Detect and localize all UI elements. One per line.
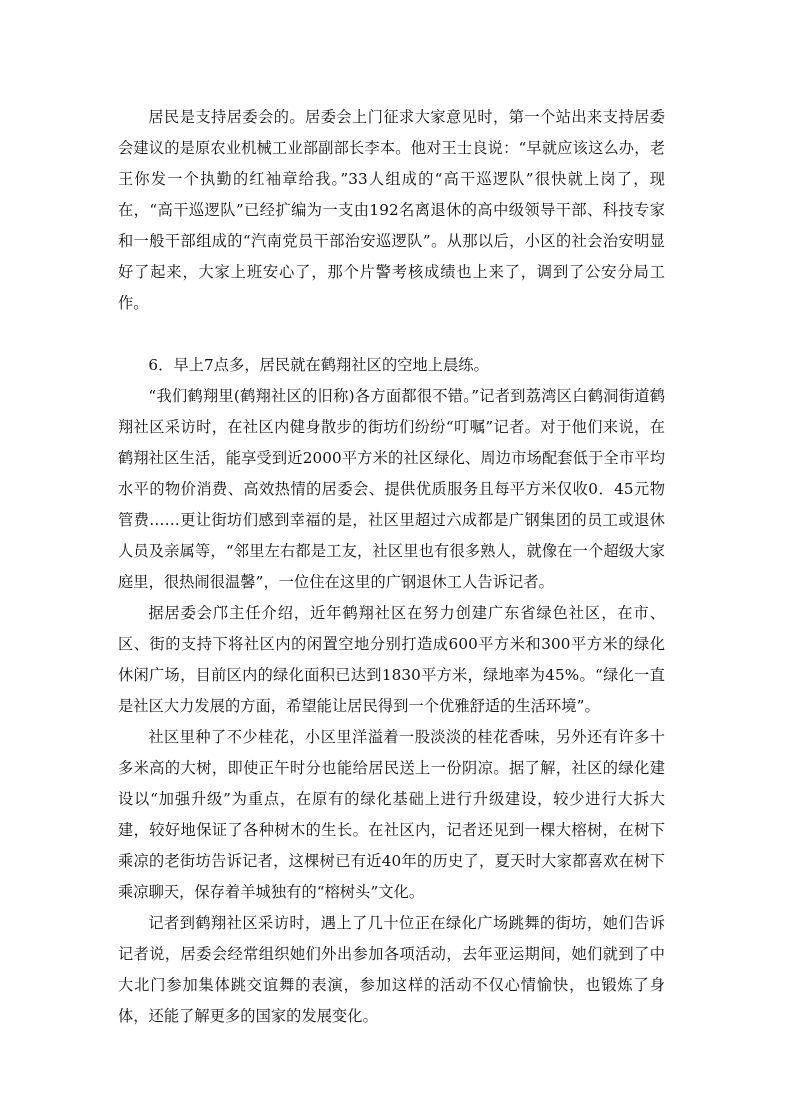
paragraph-residents-support: 居民是支持居委会的。居委会上门征求大家意见时，第一个站出来支持居委会建议的是原农业机械工业部副部长李本。他对王士良说：“早就应该这么办，老王你发一个执勤的红袖章给我。”33人组成的“高干巡逻队”很快就上岗了，现在，“高干巡逻队”已经扩编为一支由192名离退休的高中级领导干部、科技专家和一般干部组成的“汽南党员干部治安巡逻队”。从那以后，小区的社会治安明显好了起来，大家上班安心了，那个片警考核成绩也上来了，调到了公安分局工作。 xyxy=(118,108,665,312)
paragraph-hexiang-community: “我们鹤翔里(鹤翔社区的旧称)各方面都很不错。”记者到荔湾区白鹤洞街道鹤翔社区采访时，在社区内健身散步的街坊们纷纷“叮嘱”记者。对于他们来说，在鹤翔社区生活，能享受到近2000平方米的社区绿化、周边市场配套低于全市平均水平的物价消费、高效热情的居委会、提供优质服务且每平方米仅收0．45元物管费……更让街坊们感到幸福的是，社区里超过六成都是广钢集团的员工或退休人员及亲属等，“邻里左右都是工友，社区里也有很多熟人，就像在一个超级大家庭里，很热闹很温馨”，一位住在这里的广钢退休工人告诉记者。 xyxy=(118,387,665,591)
paragraph-item-6: 6．早上7点多，居民就在鹤翔社区的空地上晨练。 xyxy=(148,356,489,374)
paragraph-osmanthus-trees: 社区里种了不少桂花，小区里洋溢着一股淡淡的桂花香味，另外还有许多十多米高的大树，即使正午时分也能给居民送上一份阴凉。据了解，社区的绿化建设以“加强升级”为重点，在原有的绿化基础上进行升级建设，较少进行大拆大建，较好地保证了各种树木的生长。在社区内，记者还见到一棵大榕树，在树下乘凉的老街坊告诉记者，这棵树已有近40年的历史了，夏天时大家都喜欢在树下乘凉聊天，保存着羊城独有的“榕树头”文化。 xyxy=(118,728,665,901)
article-body xyxy=(118,102,665,1032)
paragraph-greening: 据居委会邝主任介绍，近年鹤翔社区在努力创建广东省绿色社区，在市、区、街的支持下将社区内的闲置空地分别打造成600平方米和300平方米的绿化休闲广场，目前区内的绿化面积已达到1830平方米，绿地率为45%。“绿化一直是社区大力发展的方面，希望能让居民得到一个优雅舒适的生活环境”。 xyxy=(118,604,665,715)
paragraph-gap xyxy=(118,319,665,350)
paragraph-dancing-residents: 记者到鹤翔社区采访时，遇上了几十位正在绿化广场跳舞的街坊，她们告诉记者说，居委会经常组织她们外出参加各项活动，去年亚运期间，她们就到了中大北门参加集体跳交谊舞的表演，参加这样的活动不仅心情愉快，也锻炼了身体，还能了解更多的国家的发展变化。 xyxy=(118,914,665,1025)
